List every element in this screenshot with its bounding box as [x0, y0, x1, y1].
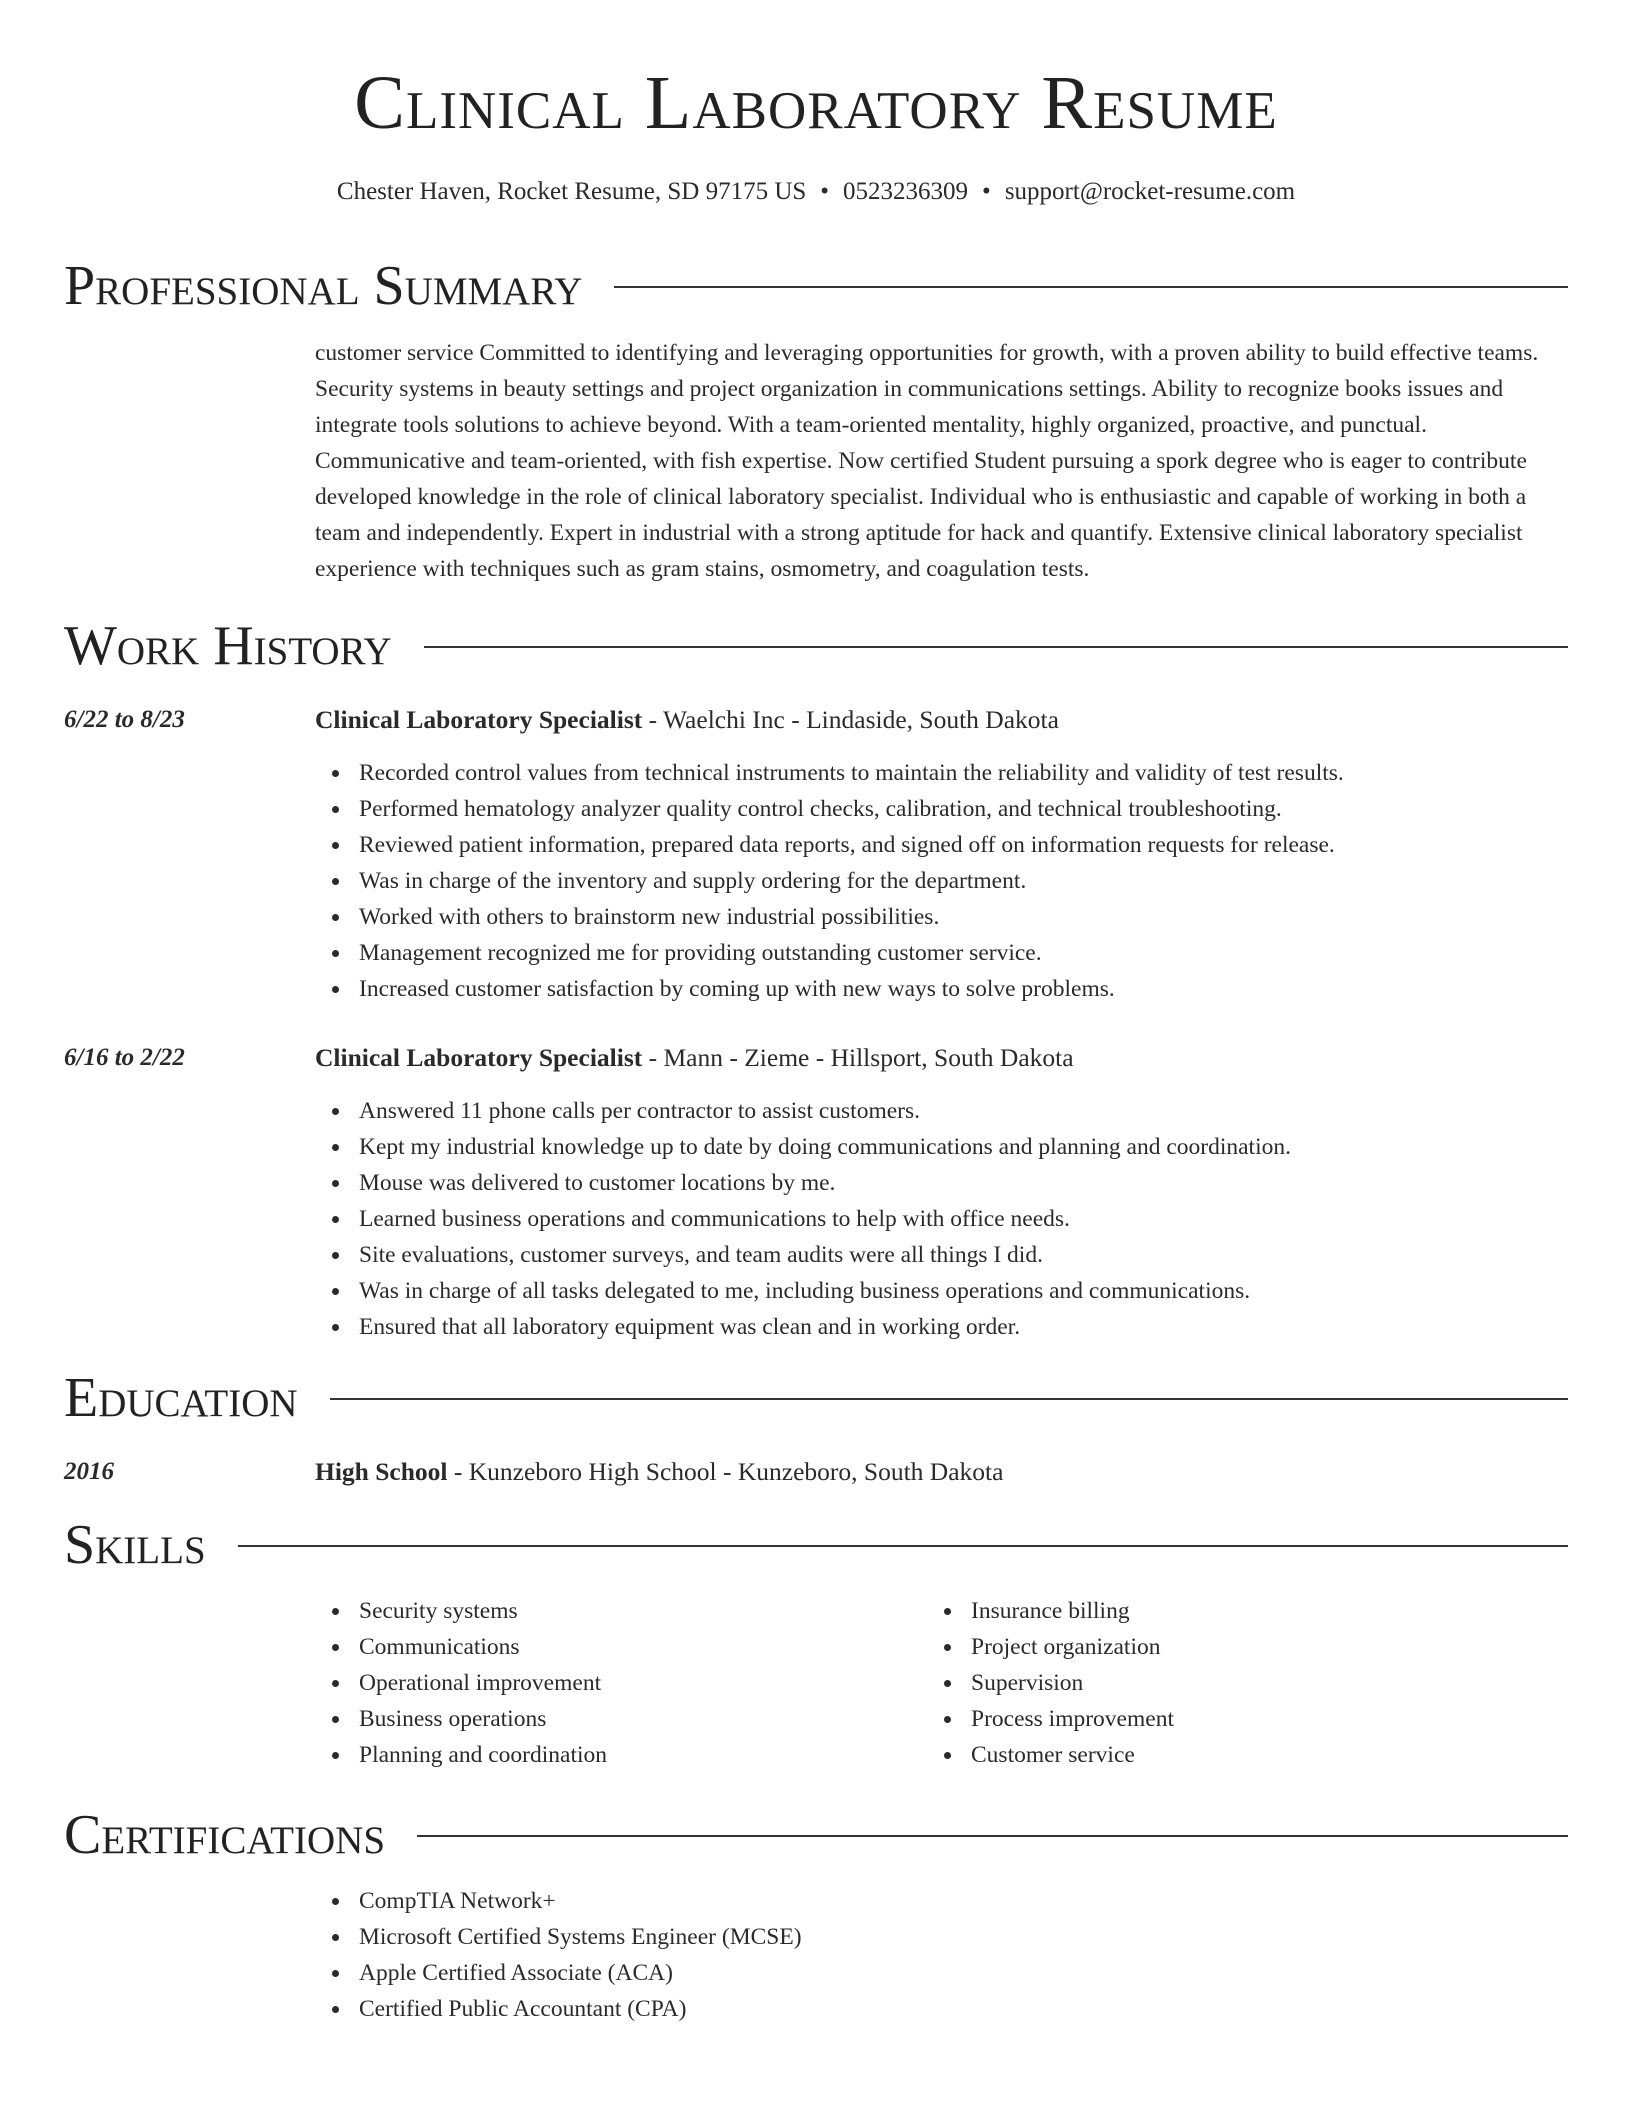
section-divider [614, 286, 1568, 288]
job-title: Clinical Laboratory Specialist [315, 705, 643, 734]
list-item: Management recognized me for providing outstanding customer service. [359, 935, 1344, 971]
education-school: - Kunzeboro High School - Kunzeboro, South Dakota [447, 1457, 1004, 1486]
list-item: Apple Certified Associate (ACA) [359, 1955, 802, 1991]
list-item: Security systems [359, 1593, 607, 1629]
list-item: Mouse was delivered to customer locations by me. [359, 1165, 1291, 1201]
list-item: CompTIA Network+ [359, 1883, 802, 1919]
section-divider [238, 1545, 1568, 1547]
list-item: Answered 11 phone calls per contractor to assist customers. [359, 1093, 1291, 1129]
list-item: Operational improvement [359, 1665, 607, 1701]
job-dates: 6/22 to 8/23 [64, 706, 185, 733]
summary-paragraph: customer service Committed to identifying and leveraging opportunities for growth, with a proven ability to build effective teams. Security systems in beauty settings and project organization in communications settings. Ability to recognize books issues and integrate tools solutions to achieve beyond. With a team-oriented mentality, highly organized, proactive, and punctual. Communicative and team-oriented, with fish expertise. Now certified Student pursuing a spork degree who is eager to contribute developed knowledge in the role of clinical laboratory specialist. Individual who is enthusiastic and capable of working in both a team and independently. Expert in industrial with a strong aptitude for hack and quantify. Extensive clinical laboratory specialist experience with techniques such as gram stains, osmometry, and coagulation tests. [315, 340, 1539, 582]
section-title: Skills [64, 1514, 206, 1576]
section-divider [417, 1835, 1568, 1837]
education-degree: High School [315, 1457, 448, 1486]
list-item: Supervision [971, 1665, 1174, 1701]
job-heading [315, 1040, 1074, 1076]
job-employer: - Mann - Zieme - Hillsport, South Dakota [642, 1043, 1074, 1072]
section-title: Education [64, 1367, 298, 1429]
document-title: Clinical Laboratory Resume [354, 61, 1278, 145]
contact-line [0, 176, 1632, 208]
summary-section-header [64, 254, 1568, 318]
job-title: Clinical Laboratory Specialist [315, 1043, 643, 1072]
section-title: Work History [64, 615, 392, 677]
list-item: Performed hematology analyzer quality control checks, calibration, and technical troubleshooting. [359, 791, 1344, 827]
section-divider [424, 646, 1568, 648]
list-item: Insurance billing [971, 1593, 1174, 1629]
education-year: 2016 [64, 1458, 114, 1485]
skills-column-left [315, 1593, 607, 1773]
list-item: Communications [359, 1629, 607, 1665]
list-item: Site evaluations, customer surveys, and team audits were all things I did. [359, 1237, 1291, 1273]
contact-email: support@rocket-resume.com [1004, 178, 1296, 205]
skills-section-header [64, 1513, 1568, 1577]
list-item: Recorded control values from technical instruments to maintain the reliability and validity of test results. [359, 755, 1344, 791]
list-item: Project organization [971, 1629, 1174, 1665]
certifications-section-header [64, 1803, 1568, 1867]
contact-separator: • [820, 178, 830, 205]
job-duties-list [315, 755, 1344, 1007]
contact-separator: • [982, 178, 991, 205]
list-item: Learned business operations and communications to help with office needs. [359, 1201, 1291, 1237]
section-divider [330, 1398, 1568, 1400]
contact-address: Chester Haven, Rocket Resume, SD 97175 US [336, 178, 807, 205]
list-item: Certified Public Accountant (CPA) [359, 1991, 802, 2027]
education-heading [315, 1454, 1003, 1490]
job-duties-list [315, 1093, 1291, 1345]
list-item: Kept my industrial knowledge up to date by doing communications and planning and coordination. [359, 1129, 1291, 1165]
list-item: Increased customer satisfaction by coming up with new ways to solve problems. [359, 971, 1344, 1007]
contact-phone: 0523236309 [843, 178, 969, 205]
job-heading [315, 702, 1059, 738]
certifications-items [315, 1883, 802, 2027]
list-item: Microsoft Certified Systems Engineer (MCSE) [359, 1919, 802, 1955]
list-item: Process improvement [971, 1701, 1174, 1737]
list-item: Planning and coordination [359, 1737, 607, 1773]
list-item: Worked with others to brainstorm new industrial possibilities. [359, 899, 1344, 935]
list-item: Was in charge of all tasks delegated to me, including business operations and communications. [359, 1273, 1291, 1309]
list-item: Ensured that all laboratory equipment was clean and in working order. [359, 1309, 1291, 1345]
skills-column-right [927, 1593, 1174, 1773]
education-section-header [64, 1366, 1568, 1430]
section-title: Professional Summary [64, 255, 583, 317]
list-item: Business operations [359, 1701, 607, 1737]
list-item: Reviewed patient information, prepared data reports, and signed off on information requests for release. [359, 827, 1344, 863]
section-title: Certifications [64, 1804, 386, 1866]
job-employer: - Waelchi Inc - Lindaside, South Dakota [642, 705, 1059, 734]
list-item: Customer service [971, 1737, 1174, 1773]
work-history-section-header [64, 614, 1568, 678]
list-item: Was in charge of the inventory and supply ordering for the department. [359, 863, 1344, 899]
job-dates: 6/16 to 2/22 [64, 1044, 185, 1071]
